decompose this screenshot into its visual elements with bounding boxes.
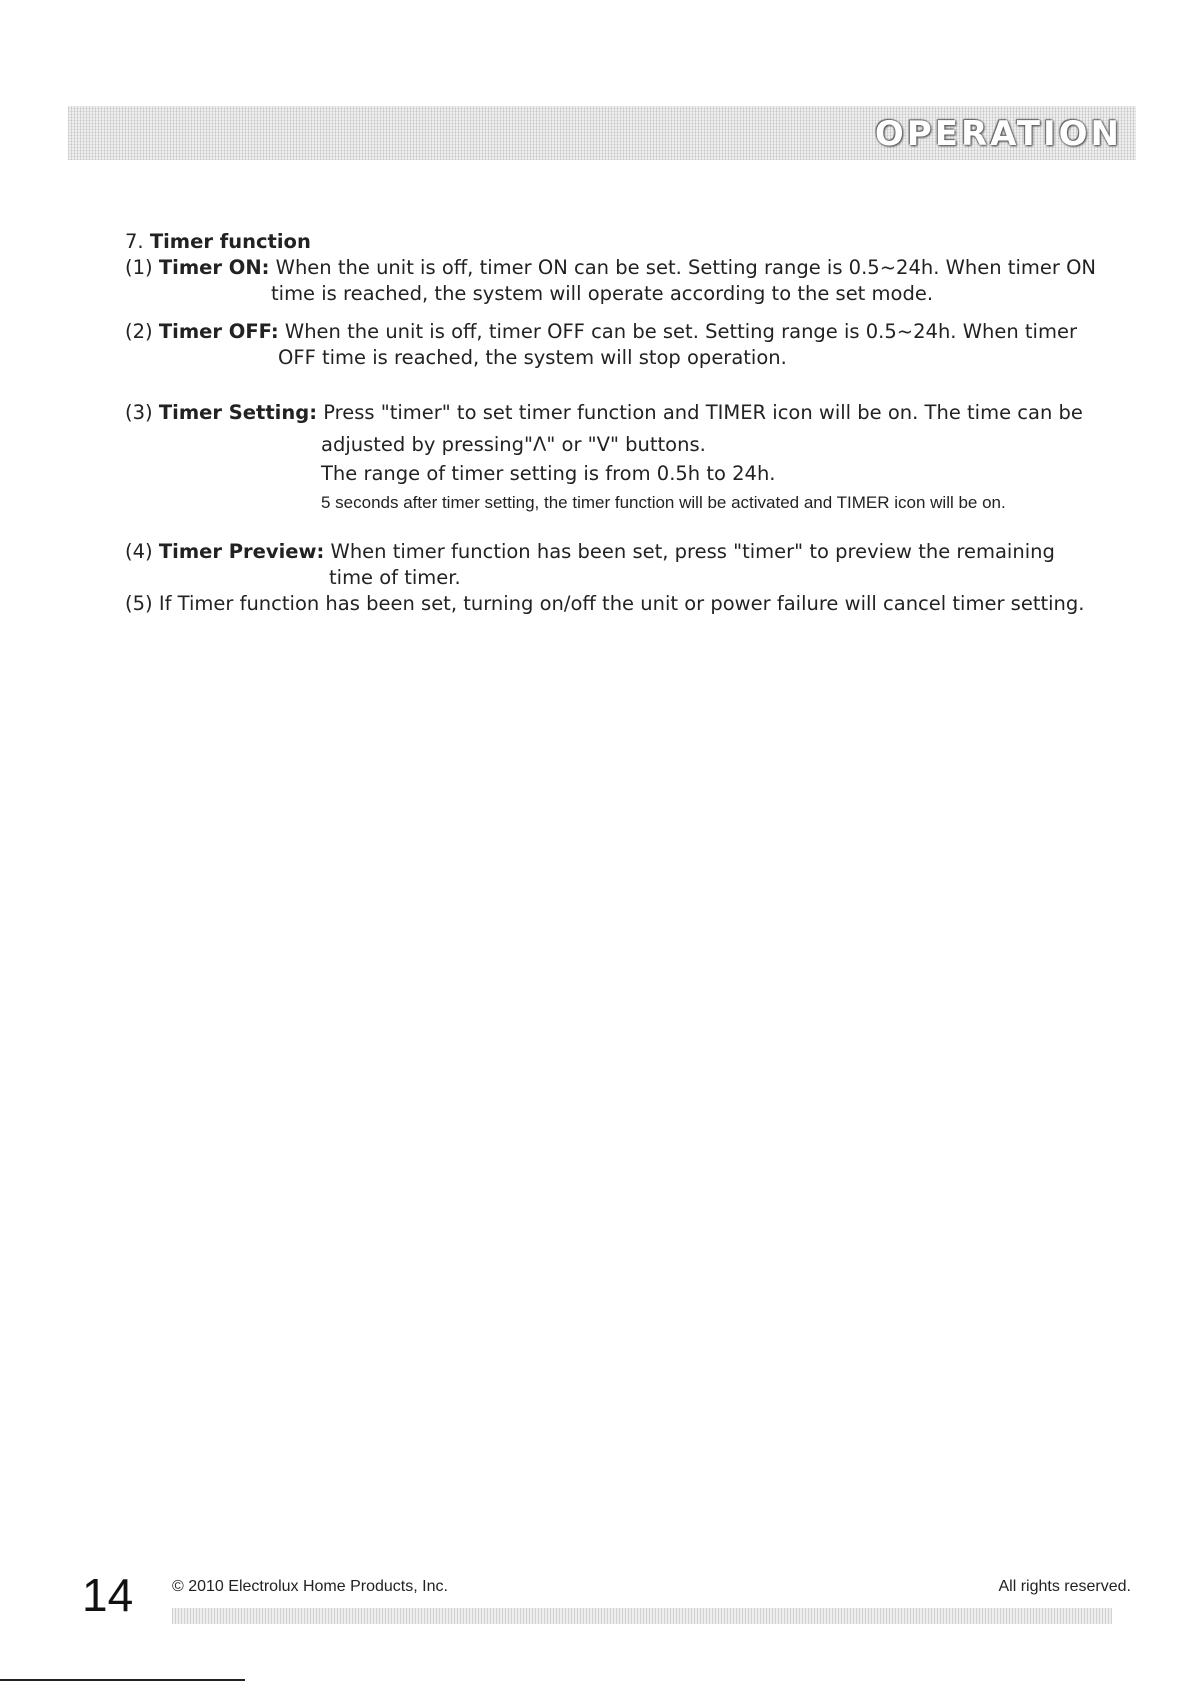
section-heading-title: Timer function (149, 230, 311, 253)
item-number: (2) (125, 320, 153, 343)
item-text: Press "timer" to set timer function and TIMER icon will be on. The time can be (323, 401, 1083, 424)
section-heading-number: 7. (125, 230, 144, 253)
item-label: Timer OFF: (158, 320, 279, 343)
item-text: When the unit is off, timer OFF can be set. Setting range is 0.5~24h. When timer (284, 320, 1077, 343)
timer-function-section (125, 229, 1155, 617)
item-text: When timer function has been set, press "timer" to preview the remaining (330, 540, 1055, 563)
item-note: 5 seconds after timer setting, the timer function will be activated and TIMER icon will be on. (321, 493, 1006, 512)
copyright-notice: © 2010 Electrolux Home Products, Inc. (172, 1578, 448, 1595)
item-number: (5) (125, 592, 153, 615)
item-text: time of timer. (329, 566, 461, 589)
footer-band (172, 1608, 1112, 1624)
item-text: When the unit is off, timer ON can be set. Setting range is 0.5~24h. When timer ON (275, 256, 1097, 279)
page-number: 14 (82, 1569, 134, 1621)
rights-reserved: All rights reserved. (998, 1578, 1131, 1595)
bottom-rule (0, 1679, 245, 1681)
item-timer-off (125, 319, 1155, 371)
item-text: adjusted by pressing"Λ" or "V" buttons. (321, 433, 706, 456)
item-text: The range of timer setting is from 0.5h to 24h. (321, 462, 776, 485)
item-timer-on (125, 255, 1155, 307)
page-section-title: OPERATION (874, 114, 1122, 154)
item-number: (1) (125, 256, 153, 279)
item-timer-cancel-note (125, 591, 1155, 617)
item-number: (4) (125, 540, 153, 563)
header-banner (68, 106, 1136, 160)
section-heading (125, 229, 1155, 255)
item-label: Timer ON: (158, 256, 270, 279)
item-number: (3) (125, 401, 153, 424)
item-timer-setting (125, 397, 1155, 519)
item-timer-preview (125, 539, 1155, 591)
item-text: If Timer function has been set, turning on/off the unit or power failure will cancel timer setting. (158, 592, 1085, 615)
item-label: Timer Preview: (158, 540, 325, 563)
item-text: OFF time is reached, the system will stop operation. (278, 346, 787, 369)
item-text: time is reached, the system will operate according to the set mode. (271, 282, 934, 305)
item-label: Timer Setting: (158, 401, 317, 424)
